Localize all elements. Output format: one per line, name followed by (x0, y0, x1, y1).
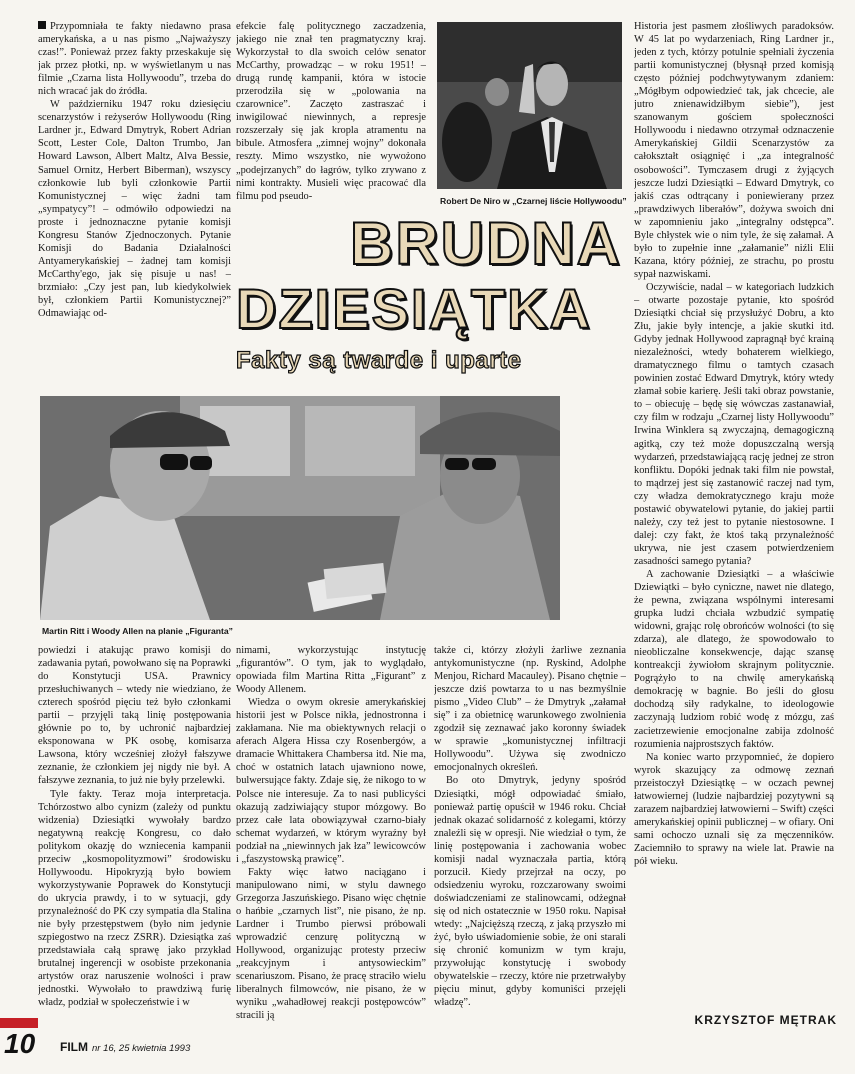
paragraph: nimami, wykorzystując instytucję „figurantów”. O tym, jak to wyglądało, opowiada film Martina Ritta „Figurant” z Woody Allenem. (236, 645, 426, 696)
paragraph: Bo oto Dmytryk, jedyny spośród Dziesiątki, mógł odpowiadać śmiało, ponieważ partię opuścił w 1946 roku. Chciał jednak okazać solidarność z kolegami, którzy znaleźli się w opresji. Nie wiedział o tym, że linię postępowania i zachowania wobec komisji nadal wyznaczała partia, którą porzucił. Kiedy przejrzał na oczy, po odsiedzeniu wyroku, rozczarowany swoimi doświadczeniami ze stalinowcami, odżegnał się od nich ostatecznie w 1950 roku. Napisał wtedy: „Najcięższą rzeczą, z jaką przyszło mi żyć, było uświadomienie sobie, że oni starali się chronić komunizm w tym kraju, przywołując konstytucję i swobody obywatelskie – rzeczy, które nie przetrwałyby pięciu minut, gdyby komuniści przejęli władzę”. (434, 775, 626, 1009)
square-bullet-icon (38, 21, 46, 29)
photo-ritt-allen (40, 396, 560, 620)
paragraph: A zachowanie Dziesiątki – a właściwie Dziewiątki – było cyniczne, nawet nie dlatego, że pewna, związana wspólnymi interesami grupka ludzi chciała wzbudzić sympatię widowni, grając rolę obrońców wolności (to się zdarza), ale dlatego, że spowodowało to nieobliczalne konsekwencje, dając szansę kontreakcji żywiołom skrajnym politycznie. Pogrążyło to na chwilę amerykańską demokrację w bagnie. Bo jeśli do głosu dochodzą siły radykalne, to ideologowie zaczynają ludziom robić wodę z mózgu, zaś zacietrzewienie emocjonalne zabija zdolność rozumienia najprostszych faktów. (634, 568, 834, 750)
paragraph: W październiku 1947 roku dziesięciu scenarzystów i reżyserów Hollywoodu (Ring Lardner jr., Edward Dmytryk, Robert Adrian Scott, Lester Cole, Dalton Trumbo, Jan Howard Lawson, Albert Maltz, Alva Bessie, Samuel Ornitz, Herbert Biberman), wszyscy członkowie lub byli członkowie Partii Komunistycznej – więc żadni tam „sympatycy”! – odmówiło odpowiedzi na proste i jednoznaczne pytanie komisji Kongresu Stanów Zjednoczonych. Pytanie Komisji do Badania Działalności Antyamerykańskiej – żadnej tam komisji McCarthy'ego, jak się pisuje u nas! – brzmiało: „Czy jest pan, lub kiedykolwiek był, członkiem Partii Komunistycznej?” Odmawiając od- (38, 99, 231, 320)
text-col1-top (38, 20, 231, 353)
text-col2-bottom (236, 644, 426, 1024)
paragraph: powiedzi i atakując prawo komisji do zadawania pytań, powołwano się na Poprawki do Konstytucji USA. Prawnicy przesłuchiwanych – wtedy nie wiedziano, że czterech spośród pięciu też było członkami partii – przyjęli taką linię postępowania głównie po to, by uchronić najbardziej eksponowana w PK osobę, komisarza Lawsona, który wcześniej złożył fałszywe zeznanie, że członkiem jej nigdy nie był. A fałszywe zeznania, to już nie były przelewki. (38, 645, 231, 787)
article-title-line2: DZIESIĄTKA (236, 277, 592, 340)
photo-de-niro-image (437, 22, 622, 189)
paragraph: Wiedza o owym okresie amerykańskiej historii jest w Polsce nikła, jednostronna i zakłamana. Nie ma obiektywnych relacji o aferach Algera Hissa czy Rosenbergów, a dramacie Whittakera Chambersa itd. Nie ma, choć w ostatnich latach ujawniono nowe, bulwersujące fakty. Zdaje się, że nikogo to w Polsce nie interesuje. Za to nasi publicyści okazują zadziwiający stupor mózgowy. Bo przez całe lata obowiązywał czarno-biały schemat wydarzeń, w którym wyraźny był podział na „niewinnych jak łza” lewicowców i „faszystowską prawicę”. (236, 697, 426, 865)
text-col4 (634, 20, 834, 1010)
paragraph: Fakty więc łatwo naciągano i manipulowano nimi, w stylu dawnego Grzegorza Jaszuńskiego. Pisano więc chętnie o hańbie „czarnych list”, nie pisano, że np. Lardner i Trumbo pierwsi próbowali wprowadzić cenzurę polityczną w Hollywood, organizując protesty przeciw „reakcyjnym i antysowieckim” scenariuszom. Pisano, że pracę straciło wielu liberalnych filmowców, nie pisano, że w wyniku „wahadłowej reakcji postępowców” stracili ją (236, 866, 426, 1022)
photo-ritt-allen-image (40, 396, 560, 620)
text-col1-bottom (38, 644, 231, 1024)
author-name: KRZYSZTOF MĘTRAK (694, 1013, 837, 1027)
magazine-name: FILM (60, 1040, 88, 1054)
paragraph: Historia jest pasmem złośliwych paradoksów. W 45 lat po wydarzeniach, Ring Lardner jr., jeden z tych, którzy potulnie spełniali życzenia partii komunistycznej (błysnął przed komisją często później podchwytywanym zdaniem: „Mógłbym odpowiedzieć tak, jak chcecie, ale jutro znienawidziłbym siebie”), jest szanowanym gościem społeczności Hollywoodu i niedawno otrzymał odznaczenie Amerykańskiej Gildii Scenarzystów za całokształt osiągnięć i „za integralność osobowości”. Tymczasem drugi z żyjących jeszcze ludzi Dziesiątki – Edward Dmytryk, co jakiś czas odtrącany i poniewierany przez „prawdziwych liberałów”, dożywa swoich dni w zapomnieniu jako „integralny odstępca”. Byle chłystek wie o nim tyle, że się załamał. A było to zupełnie inne „załamanie” niźli Elii Kazana, który później, ze strachu, po prostu sypał nazwiskami. (634, 21, 834, 280)
paragraph: Tyle fakty. Teraz moja interpretacja. Tchórzostwo albo cynizm (zależy od punktu widzenia) Dziesiątki wywołały bardzo negatywną reakcję Kongresu, co dało politykom okazję do wzniecenia kampanii przeciw „kosmopolityzmowi” środowisku Hollywoodu. Hipokryzją było bowiem wykorzystywanie Poprawek do Konstytucji do ukrycia prawdy, i to w sytuacji, gdy przynależność do PK czy sympatia dla Stalina nie były przestępstwem (było nim jedynie szpiegostwo na rzecz ZSRR). Dziesiątka zaś przedstawiała całą sprawę jako przykład brutalnej ingerencji w osobiste przekonania artystów oraz naruszenie wolności i praw jednostki. Wywołało to prawdziwą furię władz, podział w społeczeństwie i w (38, 788, 231, 1009)
caption-photo-main: Martin Ritt i Woody Allen na planie „Figuranta” (42, 626, 233, 636)
magazine-footer (60, 1040, 190, 1054)
article-title-line1: BRUDNA (350, 210, 622, 277)
paragraph: także ci, którzy złożyli żarliwe zeznania antykomunistyczne (np. Ryskind, Adolphe Menjou, Richard Macauley). Pisano chętnie – jeszcze dziś powtarza to u nas bezmyślnie pismo „Video Club” – że Dmytryk „załamał się” i za obietnicę warunkowego zwolnienia zgodził się zeznawać jako koronny świadek w sprawie „komunistycznej infiltracji Hollywoodu”. Używa się zwodniczo emocjonalnych określeń. (434, 645, 626, 774)
caption-photo-top: Robert De Niro w „Czarnej liście Hollywoodu” (440, 196, 627, 206)
paragraph: Oczywiście, nadal – w kategoriach ludzkich – otwarte pozostaje pytanie, kto spośród Dziesiątki chciał się przysłużyć Dobru, a kto Złu, jakie były intencje, a jakie skutki itd. Gdyby jednak Hollywood zapragnął być krainą niezależności, wtedy bohaterem wielkiego, dramatycznego filmu o tamtych czasach powinien zostać Edward Dmytryk, który wtedy złamał sobie karierę. Jeśli taki obraz powstanie, to – obiecuję – będę się wówczas zastanawiał, czy film w rodzaju „Czarnej listy Hollywoodu” Irwina Winklera są zwyczajną, demagogiczną agitką, czy też może dopuszczalną wersją wydarzeń, przedstawiającą rację jednej ze stron konfliktu. Dopóki jednak taki film nie powstał, to mądrzej jest się zastanowić raczej nad tym, czy władza demokratycznego kraju może postawić obywatelowi pytanie, do jakiej partii należy, czy też jest to pytanie niestosowne. I dalej: czy fakt, że ktoś taką przynależność ukrywa, nie jest czasem potwierdzeniem zasadności samego pytania? (634, 281, 834, 567)
paragraph: Na koniec warto przypomnieć, że dopiero wyrok skazujący za odmowę zeznań przeistoczył Dziesiątkę – w oczach pewnej łatwowiernej (ludzie najbardziej pozytywni są zarazem najbardziej łatwowierni – Swift) części amerykańskiej opinii publicznej – w ofiary. Oni sami ochoczo uznali się za męczenników. Zaciemniło to sprawy na wiele lat. Prawie na pół wieku. (634, 751, 834, 867)
text-col3-bottom (434, 644, 626, 1024)
page-number: 10 (4, 1028, 36, 1059)
article-subtitle: Fakty są twarde i uparte (236, 347, 522, 374)
paragraph: efekcie falę politycznego zaczadzenia, jakiego nie znał ten pragmatyczny kraj. Wykorzystał to dla swoich celów senator McCarthy, prowadząc – w roku 1951! – drugą rundę kampanii, która w istocie przerodziła się w „polowania na czarownice”. Zaczęto zastraszać i inwigilować niewinnych, a represje rozszerzały się jak kropla atramentu na bibule. Atmosfera „zimnej wojny” dokonała reszty. Mimo wszystko, nie wywożono „podejrzanych” do łagrów, tylko zrywano z nimi kontrakty. Musieli więc pracować dla filmu pod pseudo- (236, 21, 426, 202)
issue-info: nr 16, 25 kwietnia 1993 (92, 1043, 191, 1054)
lead-paragraph: Przypomniała te fakty niedawno prasa amerykańska, a u nas pismo „Najważyszy czas!”. Ponieważ przez fakty przeskakuje się jak przez płotki, np. w wyświetlanym u nas filmie „Czarna lista Hollywoodu”, trzeba do nich wracać jak do źródła. (38, 21, 231, 98)
photo-de-niro (437, 22, 622, 189)
